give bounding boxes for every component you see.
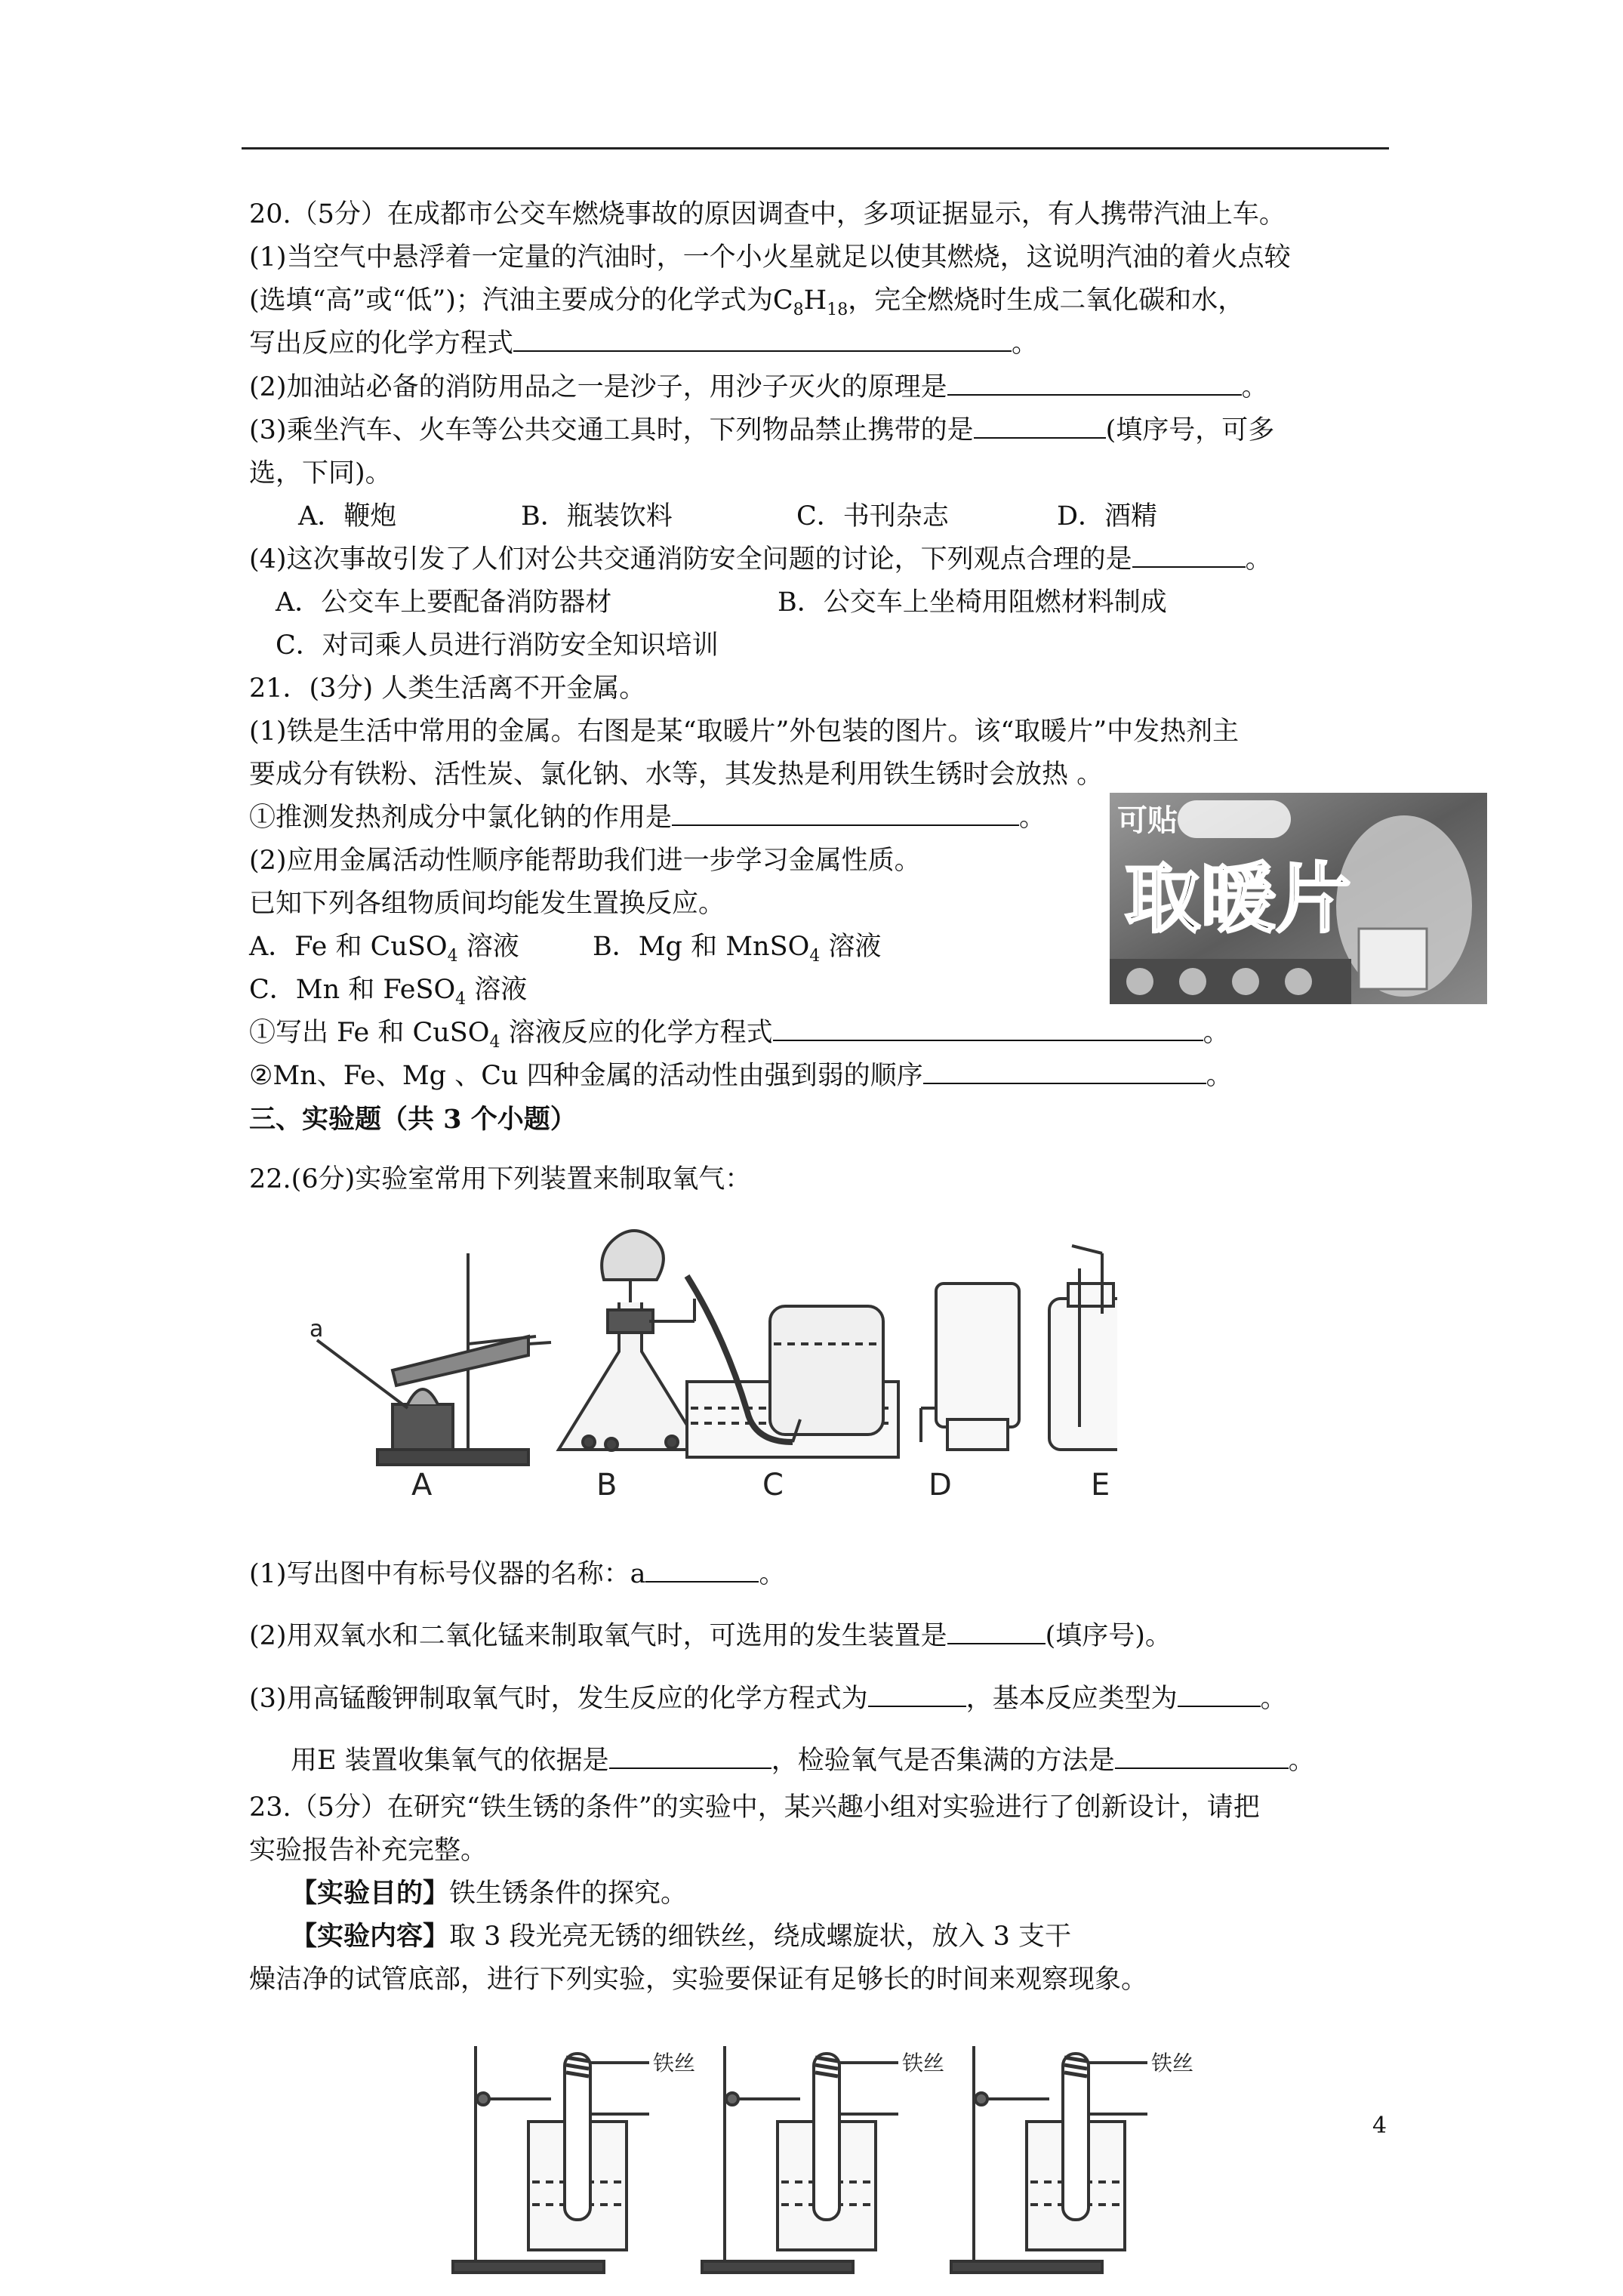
q20-part1-line1: (1)当空气中悬浮着一定量的汽油时，一个小火星就足以使其燃烧，这说明汽油的着火点较: [249, 242, 1291, 273]
q20-part3-line2: 选，下同)。: [249, 458, 392, 488]
q21-part1-line1: (1)铁是生活中常用的金属。右图是某“取暖片”外包装的图片。该“取暖片”中发热剂主: [249, 717, 1240, 747]
answer-blank[interactable]: [609, 1745, 771, 1769]
section3-title: 三、实验题（共 3 个小题）: [249, 1104, 577, 1135]
answer-blank[interactable]: [923, 1060, 1206, 1084]
warmer-pack-image: [1110, 793, 1487, 1004]
q20-part1-line2: (选填“高”或“低”)；汽油主要成分的化学式为$C_8H_{18}$，完全燃烧时生成二氧化碳和水，: [249, 285, 1245, 319]
q23-purpose: 【实验目的】铁生锈条件的探究。: [291, 1878, 688, 1909]
header-rule: [242, 147, 1389, 149]
label-a: a: [310, 1316, 324, 1342]
apparatus-c: [687, 1276, 898, 1457]
setup-3: [951, 2046, 1147, 2273]
wire-label-2: 铁丝: [902, 2051, 945, 2076]
q21-part2-line1: (2)应用金属活动性顺序能帮助我们进一步学习金属性质。: [249, 846, 921, 876]
label-A: A: [411, 1468, 433, 1502]
q23-stem-line2: 实验报告补充完整。: [249, 1835, 488, 1866]
q20-stem: 20.（5分）在成都市公交车燃烧事故的原因调查中，多项证据显示，有人携带汽油上车。: [249, 199, 1286, 230]
q23-content-line2: 燥洁净的试管底部，进行下列实验，实验要保证有足够长的时间来观察现象。: [249, 1965, 1148, 1995]
q20-part3-line1: (3)乘坐汽车、火车等公共交通工具时，下列物品禁止携带的是 (填序号，可多: [249, 415, 1275, 445]
answer-blank[interactable]: [513, 328, 1012, 352]
iron-rust-setups-figure: [438, 2031, 1253, 2288]
label-D: D: [929, 1468, 952, 1502]
answer-blank[interactable]: [868, 1683, 966, 1707]
pack-big-label: 取暖片: [1125, 855, 1351, 943]
label-B: B: [596, 1468, 617, 1502]
answer-blank[interactable]: [645, 1558, 759, 1583]
label-E: E: [1091, 1468, 1110, 1502]
apparatus-a: [317, 1253, 551, 1465]
q22-part3: (3)用高锰酸钾制取氧气时，发生反应的化学方程式为 ，基本反应类型为 。: [249, 1684, 1287, 1714]
q22-part1: (1)写出图中有标号仪器的名称：a 。: [249, 1559, 786, 1589]
answer-blank[interactable]: [947, 371, 1242, 396]
q20-option-a: A．鞭炮: [298, 501, 397, 532]
q23-content-line1: 【实验内容】取 3 段光亮无锈的细铁丝，绕成螺旋状，放入 3 支干: [291, 1921, 1072, 1952]
q20-option-b: B．瓶装饮料: [521, 501, 673, 532]
q21-option-c: C．Mn 和 FeSO$_4$ 溶液: [249, 975, 528, 1009]
q21-stem: 21．(3分) 人类生活离不开金属。: [249, 673, 646, 704]
wire-label-1: 铁丝: [653, 2051, 696, 2076]
oxygen-apparatus-figure: [302, 1223, 1117, 1502]
answer-blank[interactable]: [672, 802, 1019, 826]
q23-stem-line1: 23.（5分）在研究“铁生锈的条件”的实验中，某兴趣小组对实验进行了创新设计，请把: [249, 1792, 1260, 1823]
q20-part1-line3: 写出反应的化学方程式 。: [249, 328, 1039, 359]
q22-part2: (2)用双氧水和二氧化锰来制取氧气时，可选用的发生装置是 (填序号)。: [249, 1621, 1172, 1651]
answer-blank[interactable]: [773, 1017, 1203, 1041]
answer-blank[interactable]: [947, 1620, 1046, 1644]
page-number: 4: [1372, 2113, 1387, 2139]
apparatus-b: [559, 1231, 702, 1450]
apparatus-d: [921, 1284, 1019, 1450]
q22-part4: 用E 装置收集氧气的依据是 ，检验氧气是否集满的方法是 。: [291, 1746, 1315, 1776]
answer-blank[interactable]: [1132, 544, 1246, 568]
q21-part1-line2: 要成分有铁粉、活性炭、氯化钠、水等，其发热是利用铁生锈时会放热 。: [249, 760, 1104, 790]
q21-part2-question2: ②Mn、Fe、Mg 、Cu 四种金属的活动性由强到弱的顺序 。: [249, 1061, 1233, 1091]
q20-part4-option-a: A．公交车上要配备消防器材: [276, 587, 612, 618]
setup-1: [453, 2046, 649, 2273]
q20-part2: (2)加油站必备的消防用品之一是沙子，用沙子灭火的原理是 。: [249, 372, 1268, 402]
q21-part2-question1: ①写出 Fe 和 CuSO$_4$ 溶液反应的化学方程式 。: [249, 1018, 1230, 1052]
answer-blank[interactable]: [1178, 1683, 1261, 1707]
setup-2: [702, 2046, 898, 2273]
q22-stem: 22.(6分)实验室常用下列装置来制取氧气：: [249, 1164, 752, 1194]
answer-blank[interactable]: [1115, 1745, 1289, 1769]
q20-option-c: C．书刊杂志: [796, 501, 949, 532]
pack-small-label: 可贴: [1117, 803, 1178, 838]
label-C: C: [762, 1468, 784, 1502]
q21-part1-question: ①推测发热剂成分中氯化钠的作用是 。: [249, 803, 1046, 833]
q20-part4: (4)这次事故引发了人们对公共交通消防安全问题的讨论，下列观点合理的是 。: [249, 544, 1272, 575]
q21-option-b: B．Mg 和 MnSO$_4$ 溶液: [593, 932, 882, 966]
q21-part2-line2: 已知下列各组物质间均能发生置换反应。: [249, 889, 725, 919]
q20-part4-option-b: B．公交车上坐椅用阻燃材料制成: [778, 587, 1167, 618]
q20-part4-option-c: C．对司乘人员进行消防安全知识培训: [276, 630, 719, 661]
wire-label-3: 铁丝: [1151, 2051, 1194, 2076]
answer-blank[interactable]: [974, 415, 1106, 439]
apparatus-e: [1049, 1246, 1117, 1450]
q21-option-a: A．Fe 和 CuSO$_4$ 溶液: [249, 932, 519, 966]
q20-option-d: D．酒精: [1057, 501, 1158, 532]
